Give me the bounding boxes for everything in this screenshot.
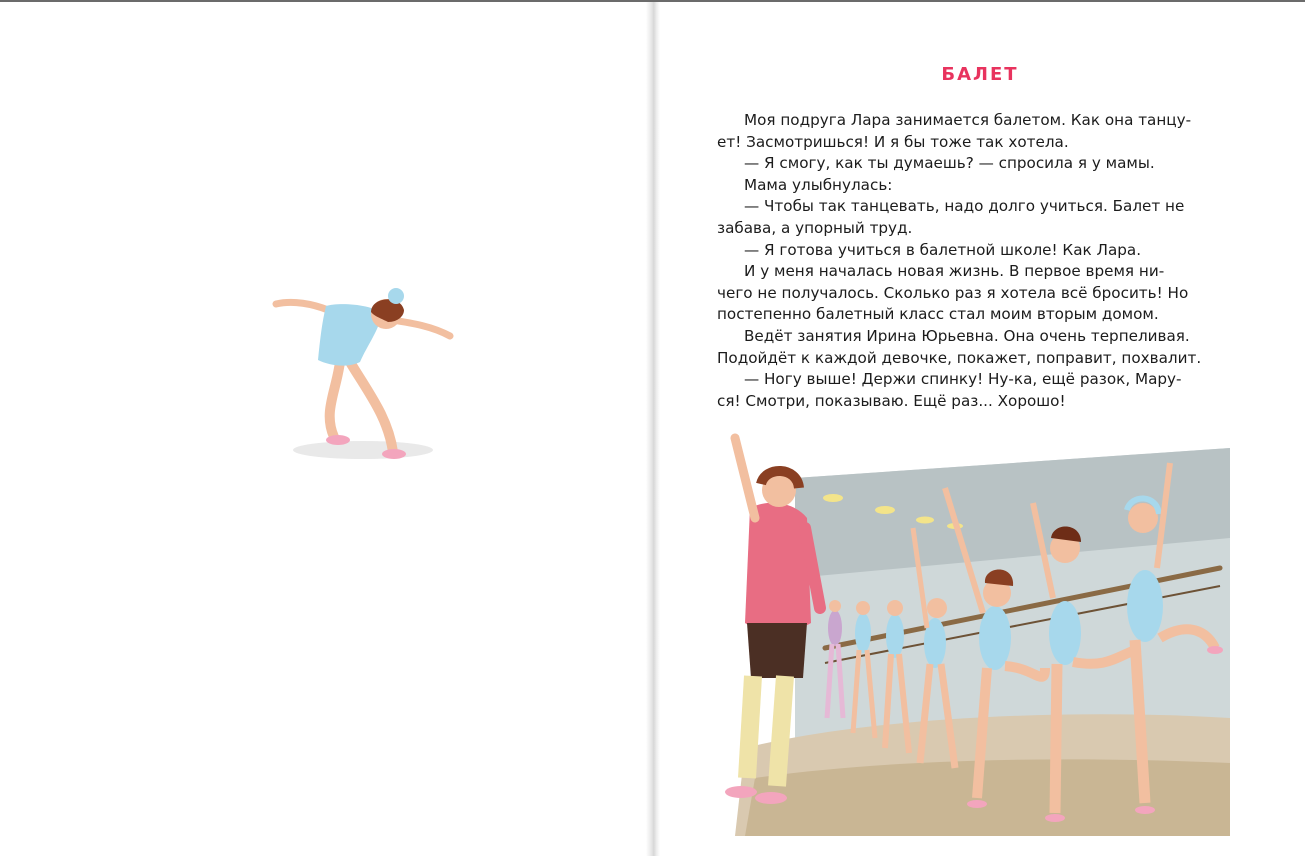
ballet-class-illustration: [715, 418, 1230, 836]
story-paragraph: — Чтобы так танцевать, надо долго учиться. Балет не забава, а упорный труд.: [717, 197, 1185, 237]
page-title: БАЛЕТ: [941, 64, 1019, 85]
story-paragraph: Ведёт занятия Ирина Юрьевна. Она очень терпеливая. Подойдёт к каждой девочке, покажет, поправит, похвалит.: [717, 326, 1202, 367]
story-paragraph: — Я готова учиться в балетной школе! Как Лара.: [744, 240, 1142, 259]
story-paragraph: Моя подруга Лара занимается балетом. Как она танцу- ет! Засмотришься! И я бы тоже так хотела.: [717, 111, 1192, 151]
story-paragraph: И у меня началась новая жизнь. В первое время ни- чего не получалось. Сколько раз я хотела всё бросить! Но постепенно балетный класс стал моим вторым домом.: [717, 262, 1189, 324]
ballerina-illustration: [268, 282, 463, 472]
story-paragraph: — Ногу выше! Держи спинку! Ну-ка, ещё разок, Мару- ся! Смотри, показываю. Ещё раз... Хорошо!: [717, 370, 1182, 410]
story-paragraph: — Я смогу, как ты думаешь? — спросила я у мамы.: [744, 154, 1155, 173]
story-paragraph: Мама улыбнулась:: [744, 175, 893, 194]
story-text: [717, 110, 1217, 412]
book-gutter: [646, 2, 660, 856]
